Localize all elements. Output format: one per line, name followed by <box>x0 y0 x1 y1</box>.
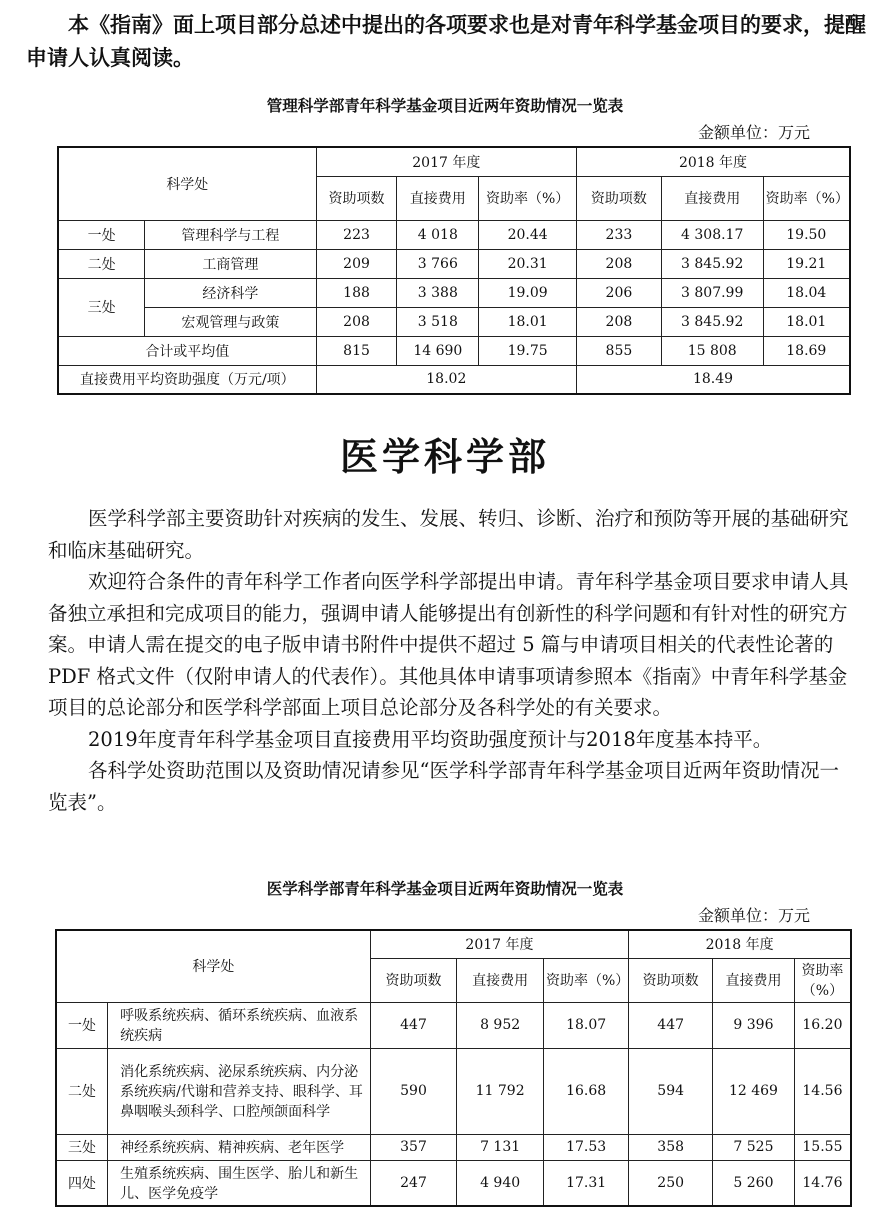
cell: 14 690 <box>397 336 479 365</box>
header-count: 资助项数 <box>370 958 457 1002</box>
cell: 358 <box>629 1134 713 1160</box>
cell: 16.68 <box>543 1048 628 1134</box>
header-rate: 资助率（%） <box>763 176 850 220</box>
body-text <box>48 503 858 818</box>
division-cell: 四处 <box>56 1160 108 1206</box>
cell: 12 469 <box>713 1048 795 1134</box>
cell: 18.07 <box>543 1002 628 1048</box>
paragraph: 欢迎符合条件的青年科学工作者向医学科学部提出申请。青年科学基金项目要求申请人具备独立承担和完成项目的能力，强调申请人能够提出有创新性的科学问题和有针对性的研究方案。申请人需在提交的电子版申请书附件中提供不超过 5 篇与申请项目相关的代表性论著的 PDF 格式文件（仅附申请人的代表作）。其他具体申请事项请参照本《指南》中青年科学基金项目的总论部分和医学科学部面上项目总论部分及各科学处的有关要求。 <box>48 570 849 719</box>
header-rate: 资助率（%） <box>543 958 628 1002</box>
cell: 223 <box>316 220 397 249</box>
dept-name-cell: 管理科学与工程 <box>145 220 316 249</box>
header-rate: 资助率（%） <box>794 958 851 1002</box>
cell: 14.56 <box>794 1048 851 1134</box>
cell: 18.01 <box>479 307 577 336</box>
table2-unit: 金额单位：万元 <box>697 906 810 925</box>
paragraph: 各科学处资助范围以及资助情况请参见“医学科学部青年科学基金项目近两年资助情况一览表”。 <box>48 759 839 814</box>
cell: 208 <box>577 249 662 278</box>
table-row <box>56 1002 851 1048</box>
division-cell: 二处 <box>58 249 145 278</box>
average-label: 直接费用平均资助强度（万元/项） <box>58 365 316 394</box>
cell: 4 940 <box>457 1160 544 1206</box>
cell: 233 <box>577 220 662 249</box>
header-year-2017: 2017 年度 <box>370 930 629 958</box>
dept-name-cell: 工商管理 <box>145 249 316 278</box>
cell: 20.44 <box>479 220 577 249</box>
cell: 815 <box>316 336 397 365</box>
table-row <box>58 249 850 278</box>
cell: 3 845.92 <box>661 307 763 336</box>
dept-name-cell: 消化系统疾病、泌尿系统疾病、内分泌系统疾病/代谢和营养支持、眼科学、耳鼻咽喉头颈科学、口腔颅颌面科学 <box>108 1048 371 1134</box>
cell: 9 396 <box>713 1002 795 1048</box>
cell: 18.49 <box>577 365 850 394</box>
cell: 3 807.99 <box>661 278 763 307</box>
cell: 855 <box>577 336 662 365</box>
section-title: 医学科学部 <box>339 435 550 479</box>
cell: 19.75 <box>479 336 577 365</box>
cell: 14.76 <box>794 1160 851 1206</box>
header-year-2017: 2017 年度 <box>316 147 576 176</box>
cell: 17.53 <box>543 1134 628 1160</box>
division-cell: 一处 <box>58 220 145 249</box>
cell: 4 308.17 <box>661 220 763 249</box>
table-row <box>58 307 850 336</box>
table-row <box>56 1134 851 1160</box>
cell: 357 <box>370 1134 457 1160</box>
cell: 16.20 <box>794 1002 851 1048</box>
header-count: 资助项数 <box>577 176 662 220</box>
dept-name-cell: 经济科学 <box>145 278 316 307</box>
cell: 19.21 <box>763 249 850 278</box>
cell: 7 131 <box>457 1134 544 1160</box>
intro-paragraph: 本《指南》面上项目部分总述中提出的各项要求也是对青年科学基金项目的要求，提醒申请人认真阅读。 <box>26 12 866 70</box>
cell: 4 018 <box>397 220 479 249</box>
header-count: 资助项数 <box>629 958 713 1002</box>
cell: 19.50 <box>763 220 850 249</box>
table1-unit: 金额单位：万元 <box>697 123 810 142</box>
cell: 209 <box>316 249 397 278</box>
cell: 447 <box>629 1002 713 1048</box>
table2-title: 医学科学部青年科学基金项目近两年资助情况一览表 <box>266 880 624 898</box>
cell: 3 518 <box>397 307 479 336</box>
paragraph: 医学科学部主要资助针对疾病的发生、发展、转归、诊断、治疗和预防等开展的基础研究和临床基础研究。 <box>48 507 849 562</box>
header-count: 资助项数 <box>316 176 397 220</box>
cell: 250 <box>629 1160 713 1206</box>
table-row <box>56 1048 851 1134</box>
division-cell: 三处 <box>56 1134 108 1160</box>
header-rate: 资助率（%） <box>479 176 577 220</box>
header-cost: 直接费用 <box>397 176 479 220</box>
cell: 188 <box>316 278 397 307</box>
cell: 18.01 <box>763 307 850 336</box>
dept-name-cell: 生殖系统疾病、围生医学、胎儿和新生儿、医学免疫学 <box>108 1160 371 1206</box>
header-year-2018: 2018 年度 <box>577 147 850 176</box>
cell: 208 <box>316 307 397 336</box>
dept-name-cell: 呼吸系统疾病、循环系统疾病、血液系统疾病 <box>108 1002 371 1048</box>
cell: 7 525 <box>713 1134 795 1160</box>
cell: 18.04 <box>763 278 850 307</box>
table-medical-science <box>55 929 852 1207</box>
division-cell: 一处 <box>56 1002 108 1048</box>
cell: 11 792 <box>457 1048 544 1134</box>
cell: 3 388 <box>397 278 479 307</box>
header-cost: 直接费用 <box>713 958 795 1002</box>
cell: 3 766 <box>397 249 479 278</box>
paragraph: 2019年度青年科学基金项目直接费用平均资助强度预计与2018年度基本持平。 <box>88 727 773 751</box>
total-row <box>58 336 850 365</box>
total-label: 合计或平均值 <box>58 336 316 365</box>
header-dept: 科学处 <box>56 930 370 1002</box>
header-cost: 直接费用 <box>661 176 763 220</box>
dept-name-cell: 神经系统疾病、精神疾病、老年医学 <box>108 1134 371 1160</box>
cell: 8 952 <box>457 1002 544 1048</box>
cell: 19.09 <box>479 278 577 307</box>
cell: 247 <box>370 1160 457 1206</box>
cell: 208 <box>577 307 662 336</box>
dept-name-cell: 宏观管理与政策 <box>145 307 316 336</box>
cell: 447 <box>370 1002 457 1048</box>
table1-title: 管理科学部青年科学基金项目近两年资助情况一览表 <box>266 97 624 115</box>
cell: 17.31 <box>543 1160 628 1206</box>
cell: 590 <box>370 1048 457 1134</box>
cell: 18.69 <box>763 336 850 365</box>
cell: 594 <box>629 1048 713 1134</box>
cell: 206 <box>577 278 662 307</box>
header-cost: 直接费用 <box>457 958 544 1002</box>
header-year-2018: 2018 年度 <box>629 930 851 958</box>
table-row <box>58 220 850 249</box>
division-cell: 三处 <box>58 278 145 336</box>
cell: 20.31 <box>479 249 577 278</box>
cell: 18.02 <box>316 365 576 394</box>
division-cell: 二处 <box>56 1048 108 1134</box>
cell: 3 845.92 <box>661 249 763 278</box>
cell: 5 260 <box>713 1160 795 1206</box>
cell: 15 808 <box>661 336 763 365</box>
average-row <box>58 365 850 394</box>
cell: 15.55 <box>794 1134 851 1160</box>
table-row <box>56 1160 851 1206</box>
table-row <box>58 278 850 307</box>
table-management-science <box>57 146 851 395</box>
header-dept: 科学处 <box>58 147 316 220</box>
